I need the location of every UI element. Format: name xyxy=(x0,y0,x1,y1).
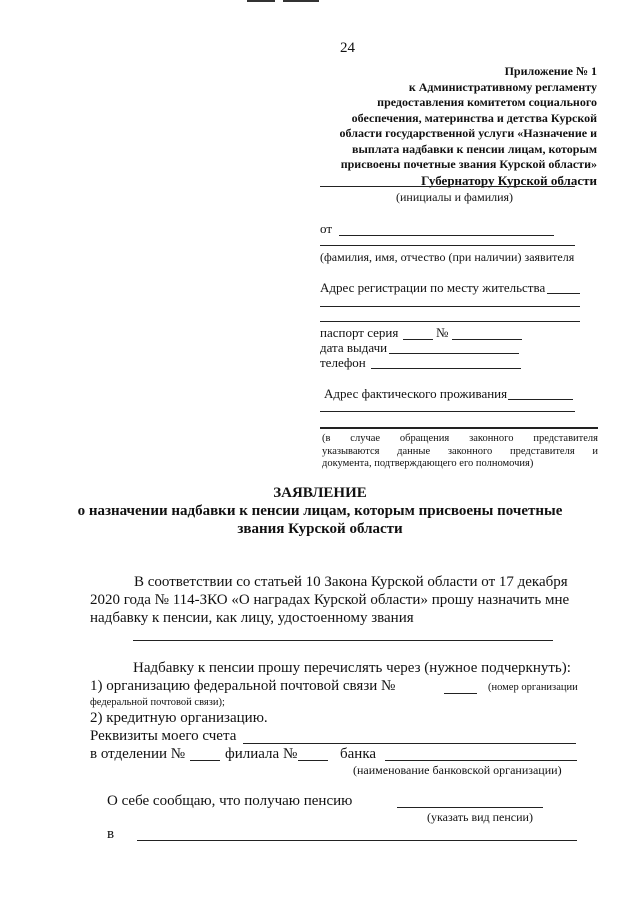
passport-series-label: паспорт серия xyxy=(320,325,399,340)
scan-mark-right xyxy=(283,0,319,2)
page-number: 24 xyxy=(340,40,355,56)
representative-note-3: документа, подтверждающего его полномочия) xyxy=(322,458,534,469)
passport-number-label: № xyxy=(436,325,449,340)
fio-caption: (фамилия, имя, отчество (при наличии) заявителя xyxy=(320,250,575,264)
pension-caption: (указать вид пенсии) xyxy=(427,810,533,824)
annex-line-2: к Административному регламенту xyxy=(408,80,597,94)
annex-line-5: области государственной услуги «Назначение и xyxy=(339,126,597,140)
from-label: от xyxy=(320,221,333,236)
branch-number-field[interactable] xyxy=(190,760,220,761)
issue-date-field[interactable] xyxy=(389,353,519,354)
bank-caption: (наименование банковской организации) xyxy=(353,763,562,777)
phone-label: телефон xyxy=(320,355,366,370)
statement-title: ЗАЯВЛЕНИЕ xyxy=(273,485,367,501)
bank-name-field[interactable] xyxy=(385,760,577,761)
award-title-field[interactable] xyxy=(133,640,553,641)
passport-series-field[interactable] xyxy=(403,339,433,340)
reg-address-field-1[interactable] xyxy=(547,293,580,294)
pension-source-field[interactable] xyxy=(137,840,577,841)
phone-field[interactable] xyxy=(371,368,521,369)
scan-mark-left xyxy=(247,0,275,2)
annex-line-6: выплата надбавки к пенсии лицам, которым xyxy=(351,142,597,156)
para1-line-3: надбавку к пенсии, как лицу, удостоенному звания xyxy=(90,610,414,626)
option-1-text: 1) организацию федеральной почтовой связи № xyxy=(90,678,396,694)
para2-line-1: Надбавку к пенсии прошу перечислять через (нужное подчеркнуть): xyxy=(133,660,571,676)
representative-note-2: указываются данные законного представителя и xyxy=(322,446,598,457)
statement-subtitle-2: звания Курской области xyxy=(237,521,403,537)
annex-line-1: Приложение № 1 xyxy=(504,64,597,78)
actual-address-field-1[interactable] xyxy=(508,399,573,400)
statement-subtitle-1: о назначении надбавки к пенсии лицам, которым присвоены почетные xyxy=(77,503,563,519)
para1-line-2: 2020 года № 114-ЗКО «О наградах Курской области» прошу назначить мне xyxy=(90,592,570,608)
bank-label: банка xyxy=(340,746,377,762)
reg-address-field-2[interactable] xyxy=(320,306,580,307)
filial-number-field[interactable] xyxy=(298,760,328,761)
postal-office-field[interactable] xyxy=(444,693,477,694)
initials-field[interactable] xyxy=(320,186,575,187)
annex-line-3: предоставления комитетом социального xyxy=(377,95,597,109)
reg-address-field-3[interactable] xyxy=(320,321,580,322)
account-label: Реквизиты моего счета xyxy=(90,728,237,744)
pension-label: О себе сообщаю, что получаю пенсию xyxy=(107,793,353,809)
actual-address-label: Адрес фактического проживания xyxy=(324,386,508,401)
reg-address-label: Адрес регистрации по месту жительства xyxy=(320,280,546,295)
para1-line-1: В соответствии со статьей 10 Закона Курской области от 17 декабря xyxy=(134,574,568,590)
branch-prefix: в отделении № xyxy=(90,746,186,762)
filial-label: филиала № xyxy=(225,746,298,762)
representative-divider xyxy=(320,427,598,429)
addressee: Губернатору Курской области xyxy=(421,173,597,188)
actual-address-field-2[interactable] xyxy=(320,411,575,412)
option-2-text: 2) кредитную организацию. xyxy=(90,710,268,726)
in-label: в xyxy=(107,826,115,842)
option-1-note-a: (номер организации xyxy=(488,682,578,693)
representative-note-1: (в случае обращения законного представителя xyxy=(322,433,598,444)
initials-caption: (инициалы и фамилия) xyxy=(396,190,514,204)
issue-date-label: дата выдачи xyxy=(320,340,388,355)
passport-number-field[interactable] xyxy=(452,339,522,340)
annex-line-7: присвоены почетные звания Курской области» xyxy=(340,157,597,171)
annex-line-4: обеспечения, материнства и детства Курской xyxy=(351,111,597,125)
fio-field[interactable] xyxy=(320,245,575,246)
from-field[interactable] xyxy=(339,235,554,236)
account-field[interactable] xyxy=(243,743,576,744)
pension-type-field[interactable] xyxy=(397,807,543,808)
option-1-note-b: федеральной почтовой связи); xyxy=(90,697,225,708)
